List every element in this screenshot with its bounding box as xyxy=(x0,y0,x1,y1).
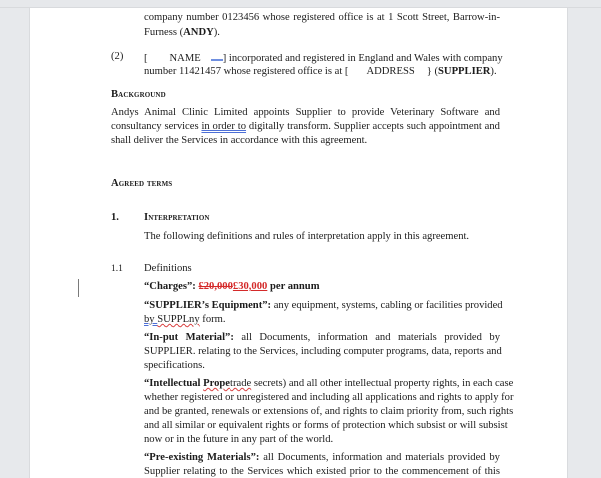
tracked-change-bar xyxy=(78,279,79,297)
definition-charges: “Charges”: £20,000£30,000 per annum xyxy=(144,281,320,292)
party-1-line-2: Furness (ANDY). xyxy=(144,27,220,38)
clause-1-1-number: 1.1 xyxy=(111,264,123,274)
background-line-2: consultancy services in order to digitally transform. Supplier accepts such appointment and xyxy=(111,121,500,132)
definition-preexisting-line-2: Supplier relating to the Services which existed prior to the commencement of this xyxy=(144,466,500,477)
spelling-flag[interactable]: SUPPLny xyxy=(157,314,200,325)
clause-1-1-title: Definitions xyxy=(144,263,192,274)
definition-ip-line-1: “Intellectual Propetrade secrets) and all other intellectual property rights, in each case xyxy=(144,378,514,389)
definition-input-material-line-1: “In-put Material”: all Documents, information and materials provided by xyxy=(144,332,500,343)
definition-ip-line-5: now or in the future in any part of the world. xyxy=(144,434,334,445)
term-charges: “Charges”: xyxy=(144,281,196,292)
party-andy-label: ANDY xyxy=(183,27,214,38)
background-line-1: Andys Animal Clinic Limited appoints Supplier to provide Veterinary Software and xyxy=(111,107,500,118)
definition-ip-line-3: and be granted, renewals or extensions of, and rights to claim priority from, such rights xyxy=(144,406,514,417)
document-page[interactable] xyxy=(29,0,568,478)
section-1-heading: Interpretation xyxy=(144,212,210,223)
section-1-number: 1. xyxy=(111,212,119,223)
tracked-deletion[interactable]: £20,000 xyxy=(198,281,233,292)
spelling-flag-prope[interactable]: Prope xyxy=(203,378,231,389)
party-1-line-1: company number 0123456 whose registered office is at 1 Scott Street, Barrow-in- xyxy=(144,12,500,23)
definition-supplier-equipment-line-2: by SUPPLny form. xyxy=(144,314,226,325)
name-placeholder[interactable]: NAME xyxy=(169,53,201,64)
text-cursor-marker xyxy=(211,50,223,61)
party-2-line-2: number 11421457 whose registered office is at [ ADDRESS } (SUPPLIER). xyxy=(144,66,497,77)
definition-input-material-line-2: SUPPLIER. relating to the Services, including computer programs, data, reports and xyxy=(144,346,502,357)
ribbon-bottom-edge xyxy=(0,0,601,8)
background-line-3: shall deliver the Services in accordance with this agreement. xyxy=(111,135,368,146)
section-1-intro: The following definitions and rules of interpretation apply in this agreement. xyxy=(144,231,470,242)
address-placeholder[interactable]: ADDRESS xyxy=(366,66,415,77)
party-supplier-label: SUPPLIER xyxy=(438,66,491,77)
definition-preexisting-line-1: “Pre-existing Materials”: all Documents, information and materials provided by xyxy=(144,452,500,463)
background-heading: Background xyxy=(111,89,166,100)
party-2-number: (2) xyxy=(111,51,124,62)
definition-ip-line-4: and all similar or equivalent rights or forms of protection which subsist or will subsist xyxy=(144,420,508,431)
agreed-terms-heading: Agreed terms xyxy=(111,178,173,189)
party-2-line-1: [ NAME ] incorporated and registered in England and Wales with company xyxy=(144,50,500,66)
tracked-insertion[interactable]: £30,000 xyxy=(232,281,268,292)
definition-ip-line-2: whether registered or unregistered and including all applications and rights to apply for xyxy=(144,392,514,403)
definition-supplier-equipment-line-1: “SUPPLIER’s Equipment”: any equipment, systems, cabling or facilities provided xyxy=(144,300,503,311)
grammar-flag[interactable]: in order to xyxy=(201,121,247,132)
definition-input-material-line-3: specifications. xyxy=(144,360,205,371)
